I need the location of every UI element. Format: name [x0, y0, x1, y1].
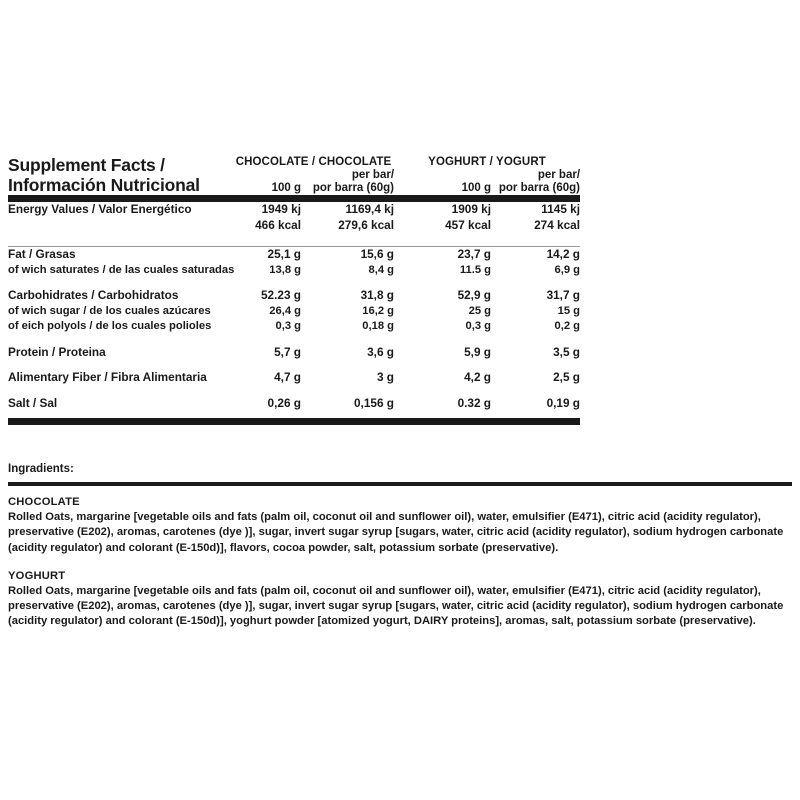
- row-label-fat: Fat / Grasas: [8, 247, 76, 261]
- supplement-facts-panel: [8, 155, 580, 425]
- polyols-yoghurt-perbar: 0,2 g: [554, 320, 581, 332]
- table-row: [8, 202, 580, 218]
- protein-yoghurt-perbar: 3,5 g: [553, 344, 581, 359]
- energy-kcal-chocolate-100g: 466 kcal: [255, 217, 301, 232]
- protein-yoghurt-100g: 5,9 g: [464, 344, 492, 359]
- unit-perbar-line2-yoghurt: por barra (60g): [498, 182, 581, 194]
- table-row: [8, 370, 580, 386]
- divider-cell: [8, 240, 580, 247]
- table-row: [8, 247, 580, 263]
- row-label-carbohidrates: Carbohidrates / Carbohidratos: [8, 288, 179, 302]
- ingredients-panel: [8, 462, 792, 643]
- title-line-spanish: Información Nutricional: [8, 175, 200, 195]
- column-group-chocolate: CHOCOLATE / CHOCOLATE: [235, 156, 392, 168]
- ingredients-block-yoghurt: [8, 569, 792, 630]
- unit-perbar-line1-yoghurt: per bar/: [537, 169, 581, 181]
- table-row: [8, 345, 580, 361]
- spacer-cell: [8, 386, 580, 396]
- fat-chocolate-100g: 25,1 g: [267, 247, 301, 261]
- table-row: [8, 304, 580, 320]
- unit-perbar-line1-chocolate: per bar/: [351, 169, 395, 181]
- sugar-chocolate-perbar: 16,2 g: [362, 304, 395, 317]
- sugar-chocolate-100g: 26,4 g: [269, 304, 301, 317]
- fiber-yoghurt-perbar: 2,5 g: [553, 370, 581, 384]
- carbohidrates-chocolate-perbar: 31,8 g: [360, 288, 395, 302]
- polyols-yoghurt-100g: 0,3 g: [465, 320, 492, 332]
- ingredients-block-chocolate: [8, 495, 792, 556]
- ingredients-text-yoghurt: Rolled Oats, margarine [vegetable oils and fats (palm oil, coconut oil and sunflower oil), water, emulsifier (E471), citric acid (acidity regulator), preservative (E202), aromas, carotenes (dye )], sugar, invert sugar syrup [sugars, water, citric acid (acidity regulator), sodium hydrogen carbonate (acidity regulator) and colorant (E-150d)], yoghurt powder [atomized yogurt, DAIRY proteins], aromas, salt, potassium sorbate (preservative).: [8, 584, 784, 628]
- carbohidrates-yoghurt-perbar: 31,7 g: [546, 288, 581, 302]
- spacer-row: [8, 386, 580, 396]
- divider-cell: [8, 418, 580, 425]
- protein-chocolate-100g: 5,7 g: [274, 344, 301, 359]
- salt-yoghurt-100g: 0.32 g: [457, 395, 492, 410]
- energy-kcal-yoghurt-perbar: 274 kcal: [534, 217, 581, 232]
- spacer-cell: [8, 360, 580, 370]
- row-label-polyols: of eich polyols / de los cuales polioles: [8, 320, 212, 332]
- saturates-chocolate-perbar: 8,4 g: [368, 263, 395, 276]
- salt-chocolate-100g: 0,26 g: [267, 395, 301, 410]
- sugar-yoghurt-100g: 25 g: [468, 304, 492, 317]
- fat-yoghurt-100g: 23,7 g: [457, 247, 492, 261]
- energy-kj-yoghurt-100g: 1909 kj: [451, 202, 492, 216]
- row-label-salt: Salt / Sal: [8, 395, 58, 410]
- spacer-row: [8, 411, 580, 418]
- energy-kj-chocolate-perbar: 1169,4 kj: [345, 202, 395, 216]
- spacer-row: [8, 360, 580, 370]
- spacer-cell: [8, 335, 580, 345]
- energy-kcal-yoghurt-100g: 457 kcal: [445, 217, 492, 232]
- ingredients-heading: Ingradients:: [8, 463, 74, 475]
- ingredients-variant-name-chocolate: CHOCOLATE: [8, 496, 80, 508]
- row-label-energy: Energy Values / Valor Energético: [8, 202, 192, 216]
- fiber-chocolate-100g: 4,7 g: [274, 370, 301, 384]
- unit-perbar-line2-chocolate: por barra (60g): [312, 182, 395, 194]
- table-row: [8, 263, 580, 279]
- ingredients-variant-name-yoghurt: YOGHURT: [8, 569, 66, 582]
- table-row: [8, 319, 580, 335]
- supplement-facts-table: [8, 155, 580, 425]
- saturates-yoghurt-perbar: 6,9 g: [554, 263, 581, 276]
- page-title: [8, 155, 233, 195]
- energy-kj-chocolate-100g: 1949 kj: [261, 202, 301, 216]
- column-header-yoghurt-100g: [394, 169, 491, 195]
- energy-kj-yoghurt-perbar: 1145 kj: [541, 202, 581, 216]
- thick-divider-bottom: [8, 418, 580, 425]
- row-label-fiber: Alimentary Fiber / Fibra Alimentaria: [8, 370, 207, 384]
- table-row: [8, 288, 580, 304]
- saturates-chocolate-100g: 13,8 g: [269, 263, 301, 276]
- divider-cell: [8, 195, 580, 202]
- salt-yoghurt-perbar: 0,19 g: [546, 395, 581, 410]
- unit-value-yoghurt-100g: 100 g: [461, 182, 492, 194]
- polyols-chocolate-perbar: 0,18 g: [362, 320, 395, 332]
- carbohidrates-yoghurt-100g: 52,9 g: [457, 288, 492, 302]
- spacer-row: [8, 335, 580, 345]
- column-header-yoghurt-perbar: [491, 169, 580, 195]
- fat-yoghurt-perbar: 14,2 g: [546, 247, 581, 261]
- fat-chocolate-perbar: 15,6 g: [360, 247, 395, 261]
- unit-value-chocolate-100g: 100 g: [271, 182, 301, 194]
- saturates-yoghurt-100g: 11.5 g: [459, 263, 492, 276]
- salt-chocolate-perbar: 0,156 g: [354, 395, 395, 410]
- spacer-row: [8, 278, 580, 288]
- spacer-cell: [8, 411, 580, 418]
- spacer-cell: [8, 233, 580, 240]
- ingredients-divider: [8, 482, 792, 486]
- sugar-yoghurt-perbar: 15 g: [557, 304, 581, 317]
- table-group-header-row: [8, 155, 580, 169]
- polyols-chocolate-100g: 0,3 g: [275, 320, 301, 332]
- row-label-energy-kcal: [8, 218, 233, 234]
- energy-kcal-chocolate-perbar: 279,6 kcal: [338, 217, 395, 232]
- row-label-saturates: of wich saturates / de las cuales saturadas: [8, 263, 235, 276]
- carbohidrates-chocolate-100g: 52.23 g: [260, 288, 301, 302]
- column-group-yoghurt: YOGHURT / YOGURT: [428, 156, 546, 168]
- row-label-protein: Protein / Proteina: [8, 344, 106, 359]
- ingredients-text-chocolate: Rolled Oats, margarine [vegetable oils and fats (palm oil, coconut oil and sunflower oil), water, emulsifier (E471), citric acid (acidity regulator), preservative (E202), aromas, carotenes (dye )], sugar, invert sugar syrup [sugars, water, citric acid (acidity regulator), sodium hydrogen carbonate (acidity regulator) and colorant (E-150d)], flavors, cocoa powder, salt, potassium sorbate (preservative).: [8, 511, 784, 554]
- title-line-english: Supplement Facts /: [8, 155, 165, 175]
- table-row: [8, 396, 580, 412]
- divider-row-top: [8, 195, 580, 202]
- divider-row-energy: [8, 240, 580, 247]
- row-label-sugar: of wich sugar / de los cuales azúcares: [8, 304, 211, 317]
- spacer-row: [8, 233, 580, 240]
- fiber-yoghurt-100g: 4,2 g: [464, 370, 492, 384]
- thick-divider-top: [8, 195, 580, 202]
- spacer-cell: [8, 278, 580, 288]
- column-header-chocolate-100g: [233, 169, 301, 195]
- divider-row-bottom: [8, 418, 580, 425]
- protein-chocolate-perbar: 3,6 g: [367, 344, 395, 359]
- fiber-chocolate-perbar: 3 g: [376, 370, 395, 384]
- column-header-chocolate-perbar: [301, 169, 394, 195]
- table-row: [8, 218, 580, 234]
